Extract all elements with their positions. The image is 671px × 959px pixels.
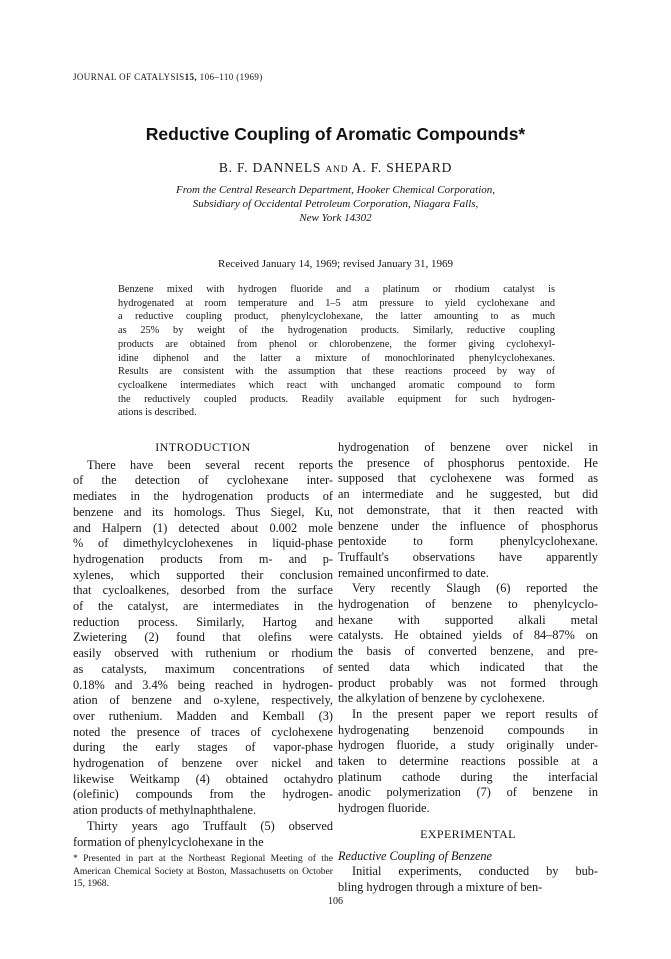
introduction-continued-paragraph — [338, 440, 598, 581]
text-line: hydrogen fluoride. — [338, 801, 430, 816]
abstract — [118, 283, 555, 420]
journal-pages-year: 106–110 (1969) — [197, 72, 263, 82]
text-line: % of dimethylcyclohexenes in liquid-phase — [73, 536, 333, 551]
author-line — [0, 160, 671, 176]
text-line: an intermediate and he suggested, but did — [338, 487, 598, 502]
abstract-line: hydrogenated at room temperature and 1–5 atm pressure to yield cyclohexane and — [118, 297, 555, 309]
affiliation-line: From the Central Research Department, Hooker Chemical Corporation, — [175, 184, 496, 196]
experimental-subheading: Reductive Coupling of Benzene — [338, 848, 493, 863]
text-line: xylenes, which supported their conclusion — [73, 567, 333, 582]
text-line: that cycloalkenes, desorbed from the surface — [73, 583, 333, 598]
abstract-line: cycloalkene intermediates which react with unchanged aromatic compound to form — [118, 379, 555, 391]
text-line: benzene under the influence of phosphorus — [338, 518, 598, 533]
text-line: ation of benzene and o-xylene, respectively, — [73, 693, 333, 708]
author-2: A. F. SHEPARD — [351, 160, 453, 175]
abstract-line: idine diphenol and the latter a mixture of monochlorinated phenylcyclohexanes. — [118, 352, 555, 364]
text-line: benzene and its homologs. Thus Siegel, Ku, — [73, 504, 333, 519]
abstract-line: the reductively coupled products. Readily available equipment for such hydrogen- — [118, 393, 555, 405]
text-line: formation of phenylcyclohexane in the — [73, 834, 264, 849]
text-line: hydrogenating benzenoid compounds in — [338, 722, 598, 737]
text-line: ation products of methylnaphthalene. — [73, 803, 257, 818]
text-line: as catalysts, maximum concentrations of — [73, 661, 333, 676]
paper-title: Reductive Coupling of Aromatic Compounds* — [145, 124, 526, 144]
text-line: hydrogenation of benzene to phenylcyclo- — [338, 597, 598, 612]
text-line: hydrogenation of benzene over nickel in — [338, 440, 598, 454]
footnote: * Presented in part at the Northeast Regional Meeting of the American Chemical Society at Boston, Massachusetts on October 15, 1968. — [73, 853, 333, 889]
text-line: not demonstrate, that it then reacted with — [338, 502, 598, 517]
journal-volume: 15, — [184, 72, 198, 82]
text-line: 0.18% and 3.4% being reached in hydrogen- — [73, 677, 333, 692]
experimental-heading: EXPERIMENTAL — [420, 826, 516, 841]
text-line: anodic polymerization (7) of benzene in — [338, 785, 598, 800]
text-line: remained unconfirmed to date. — [338, 565, 489, 580]
page-number: 106 — [328, 896, 343, 907]
text-line: and Halpern (1) detected about 0.002 mole — [73, 520, 333, 535]
text-line: likewise Weitkamp (4) obtained octahydro — [73, 771, 333, 786]
present-paper-paragraph — [338, 707, 598, 817]
text-line: hexane with supported alkali metal — [338, 612, 598, 627]
introduction-paragraph-1 — [73, 458, 333, 819]
text-line: Zwietering (2) found that olefins were — [73, 630, 333, 645]
text-line: mediates in the hydrogenation products of — [73, 489, 333, 504]
slaugh-paragraph — [338, 581, 598, 707]
text-line: the alkylation of benzene by cyclohexene. — [338, 691, 545, 706]
introduction-heading: INTRODUCTION — [155, 440, 251, 454]
text-line: pentoxide to form phenylcyclohexane. — [338, 534, 598, 549]
text-line: supposed that cyclohexene was formed as — [338, 471, 598, 486]
right-column — [338, 440, 598, 896]
text-line: during the early stages of vapor-phase — [73, 740, 333, 755]
journal-header — [73, 72, 263, 82]
text-line: sented data which indicated that the — [338, 659, 598, 674]
text-line: hydrogenation products from m- and p- — [73, 551, 333, 566]
abstract-line: Results are consistent with the assumption that these reactions proceed by way of — [118, 366, 555, 378]
abstract-line: Benzene mixed with hydrogen fluoride and a platinum or rhodium catalyst is — [118, 284, 555, 295]
text-line: noted the presence of traces of cyclohexene — [73, 724, 333, 739]
author-1: B. F. DANNELS — [218, 160, 322, 175]
text-line: Truffault's observations have apparently — [338, 549, 598, 564]
text-line: of the catalyst, are intermediates in the — [73, 599, 333, 614]
text-line: (olefinic) compounds from the hydrogen- — [73, 787, 333, 802]
text-line: There have been several recent reports — [87, 457, 333, 472]
text-line: hydrogen fluoride, a study originally under- — [338, 738, 598, 753]
text-line: product probably was not formed through — [338, 675, 598, 690]
text-line: Very recently Slaugh (6) reported the — [352, 581, 598, 596]
text-line: the presence of phosphorus pentoxide. He — [338, 455, 598, 470]
affiliation-line: New York 14302 — [299, 212, 372, 224]
introduction-paragraph-2 — [73, 819, 333, 850]
text-line: platinum cathode during the interfacial — [338, 769, 598, 784]
text-line: taken to determine reactions possible at a — [338, 754, 598, 769]
text-line: hydrogenation of benzene over nickel and — [73, 756, 333, 771]
text-line: of the detection of cyclohexane inter- — [73, 473, 333, 488]
text-line: In the present paper we report results of — [352, 706, 598, 721]
experimental-paragraph — [338, 864, 598, 895]
affiliation-line: Subsidiary of Occidental Petroleum Corporation, Niagara Falls, — [192, 198, 479, 210]
text-line: Thirty years ago Truffault (5) observed — [87, 818, 333, 833]
text-line: Initial experiments, conducted by bub- — [352, 864, 598, 879]
text-line: catalysts. He obtained yields of 84–87% on — [338, 628, 598, 643]
abstract-line: ations is described. — [118, 407, 197, 419]
journal-name: JOURNAL OF CATALYSIS — [73, 72, 185, 82]
text-line: reduction process. Similarly, Hartog and — [73, 614, 333, 629]
text-line: easily observed with ruthenium or rhodium — [73, 646, 333, 661]
affiliation — [90, 183, 581, 225]
abstract-line: as 25% by weight of the hydrogenation products. Similarly, reductive coupling — [118, 325, 555, 337]
text-line: over ruthenium. Madden and Kemball (3) — [73, 708, 333, 723]
text-line: bling hydrogen through a mixture of ben- — [338, 879, 543, 894]
abstract-line: products are obtained from phenol or chlorobenzene, the former giving cyclohexyl- — [118, 338, 555, 350]
author-conjunction: AND — [325, 165, 349, 175]
text-line: the basis of converted benzene, and pre- — [338, 644, 598, 659]
received-dates: Received January 14, 1969; revised January 31, 1969 — [218, 258, 453, 270]
left-column — [73, 440, 333, 850]
abstract-line: a reductive coupling product, phenylcyclohexane, the latter amounting to as much — [118, 311, 555, 323]
